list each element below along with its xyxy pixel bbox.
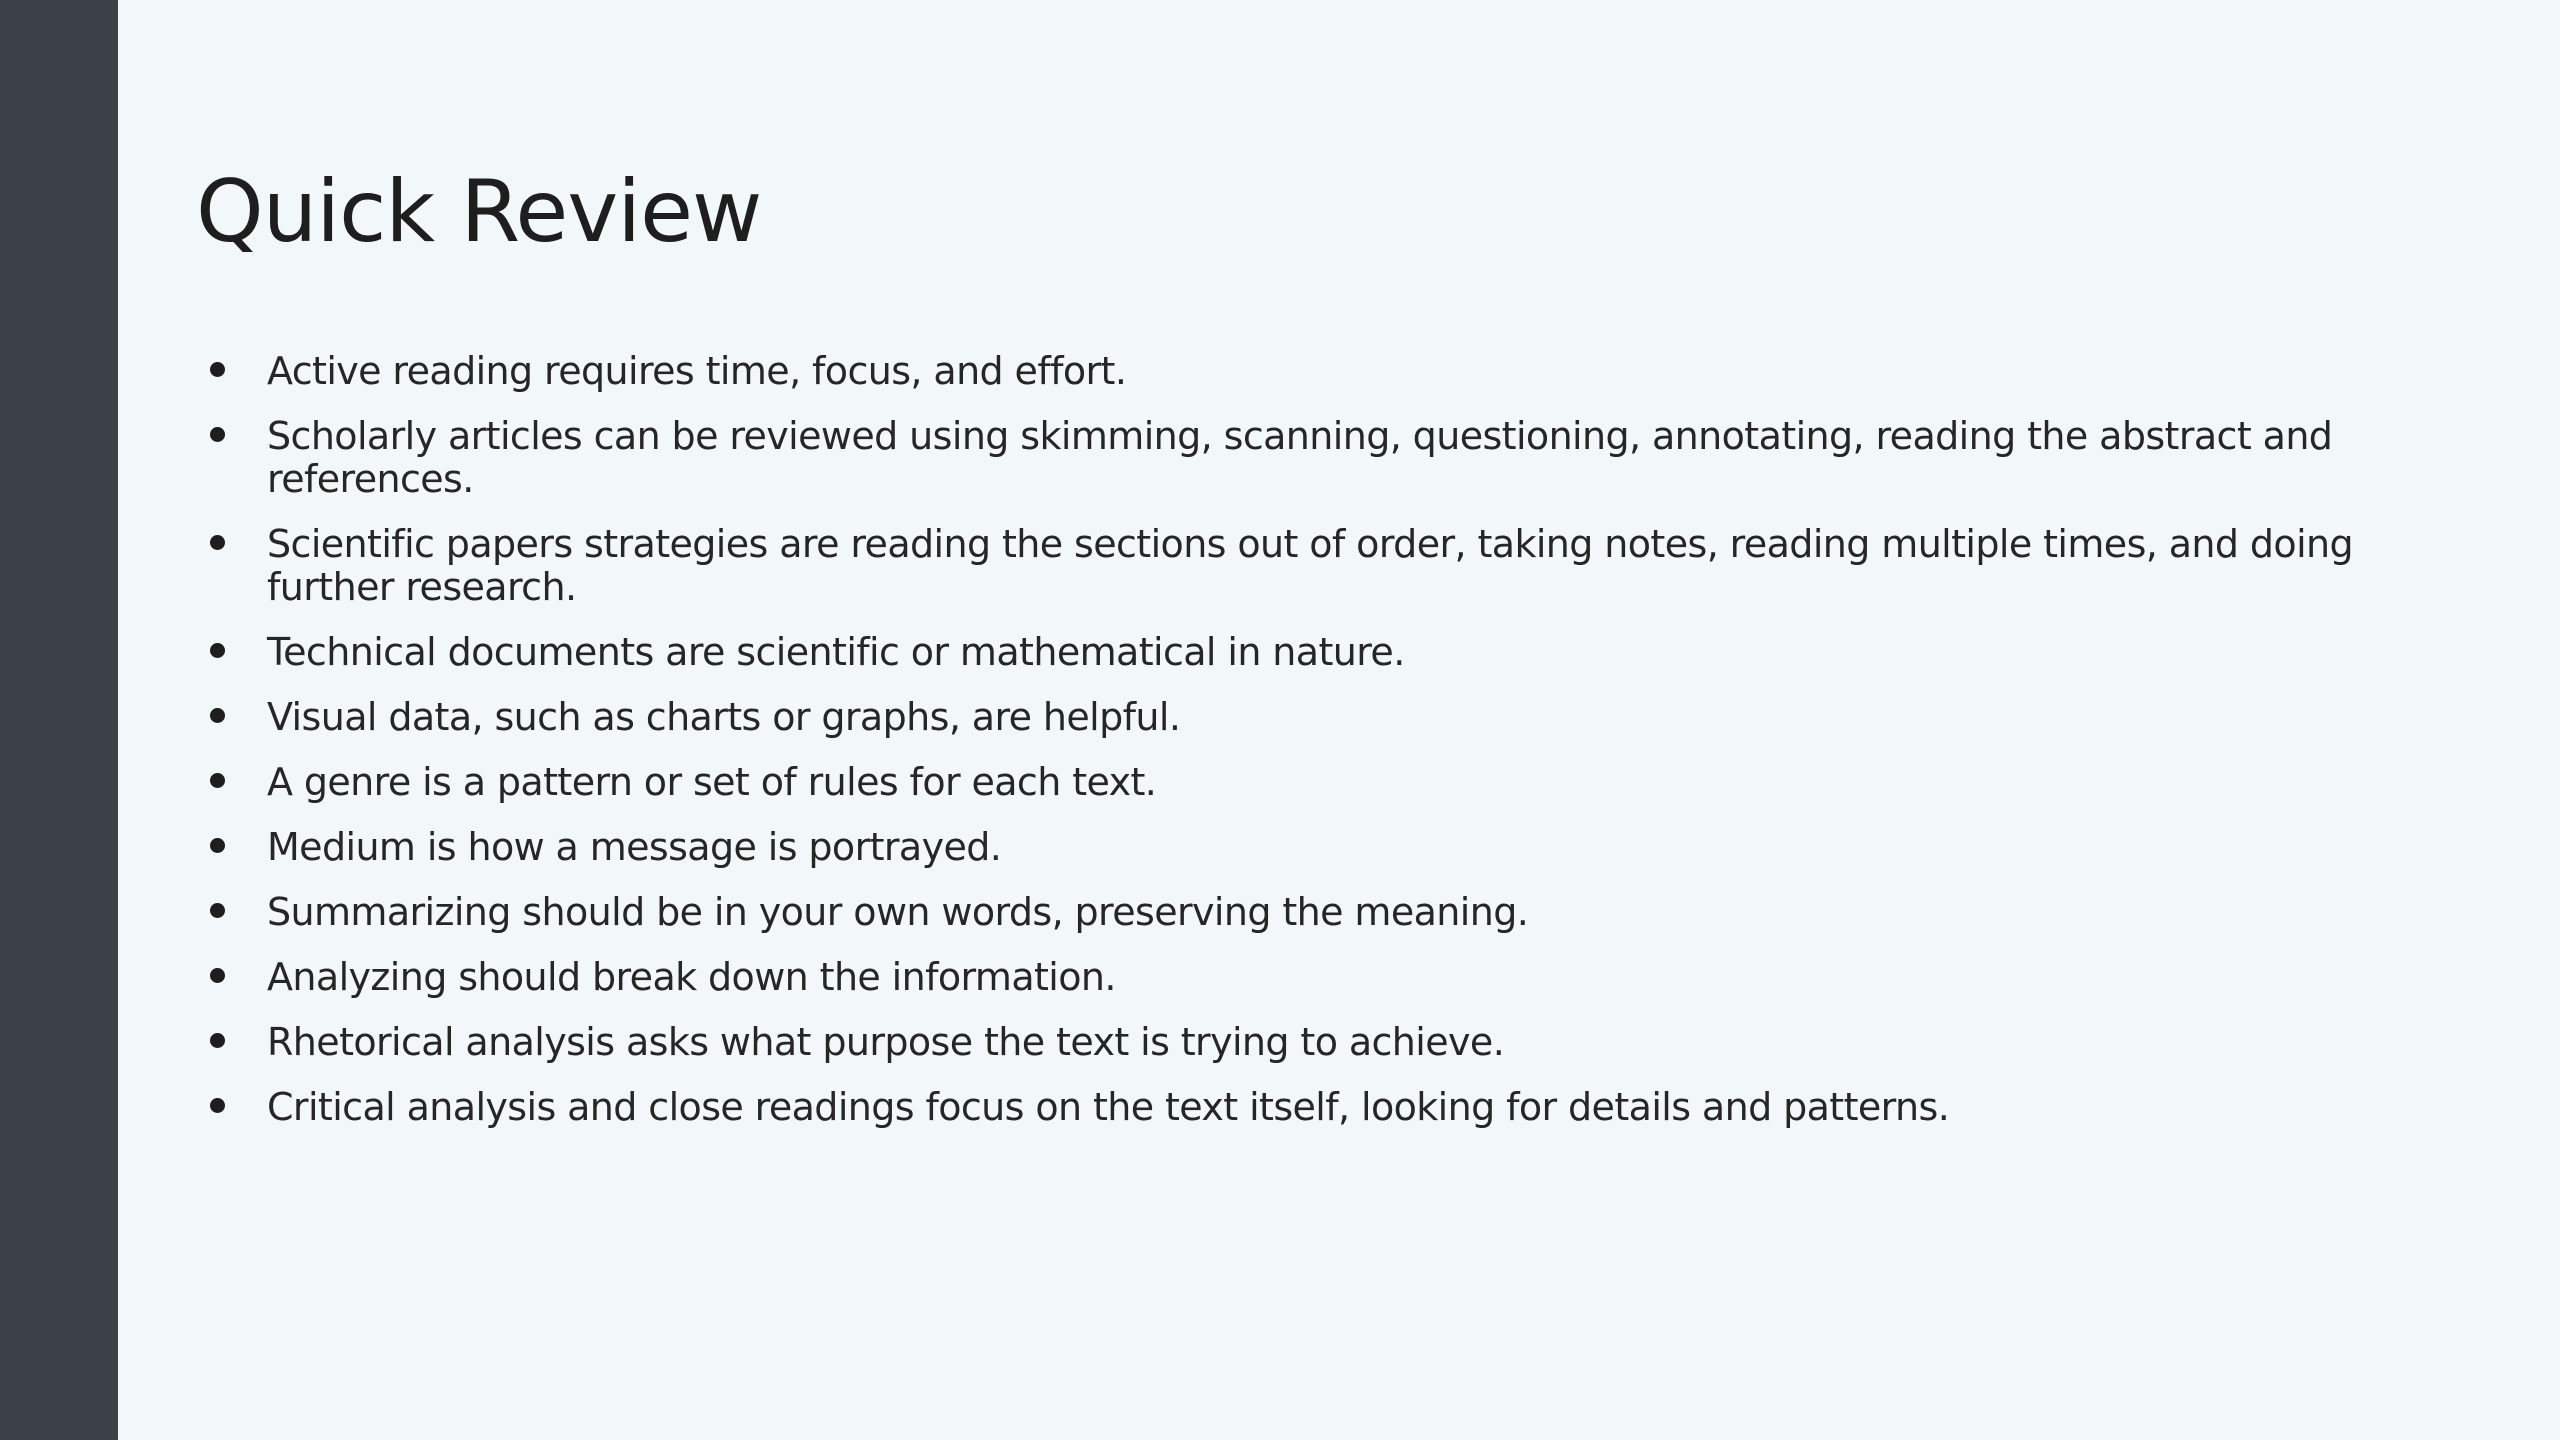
bullet-item <box>196 350 2426 393</box>
bullet-dot-icon <box>210 708 225 723</box>
bullet-item <box>196 631 2426 674</box>
bullet-text: Visual data, such as charts or graphs, are helpful. <box>267 695 1181 739</box>
bullet-dot-icon <box>210 427 225 442</box>
bullet-text: Summarizing should be in your own words, preserving the meaning. <box>267 890 1529 934</box>
bullet-dot-icon <box>210 1098 225 1113</box>
bullet-text: Analyzing should break down the information. <box>267 955 1116 999</box>
bullet-item <box>196 696 2426 739</box>
bullet-text: Scholarly articles can be reviewed using skimming, scanning, questioning, annotating, reading the abstract and references. <box>267 414 2333 501</box>
bullet-dot-icon <box>210 643 225 658</box>
bullet-item <box>196 826 2426 869</box>
side-accent-bar <box>0 0 118 1440</box>
bullet-text: Rhetorical analysis asks what purpose the text is trying to achieve. <box>267 1020 1505 1064</box>
bullet-item <box>196 956 2426 999</box>
bullet-dot-icon <box>210 968 225 983</box>
bullet-dot-icon <box>210 838 225 853</box>
bullet-text: A genre is a pattern or set of rules for each text. <box>267 760 1157 804</box>
bullet-text: Active reading requires time, focus, and effort. <box>267 349 1127 393</box>
bullet-dot-icon <box>210 1033 225 1048</box>
bullet-item <box>196 415 2426 501</box>
bullet-item <box>196 1021 2426 1064</box>
bullet-text: Medium is how a message is portrayed. <box>267 825 1002 869</box>
bullet-dot-icon <box>210 535 225 550</box>
bullet-list <box>196 350 2426 1151</box>
bullet-item <box>196 1086 2426 1129</box>
bullet-text: Critical analysis and close readings focus on the text itself, looking for details and patterns. <box>267 1085 1950 1129</box>
slide-title: Quick Review <box>196 162 762 262</box>
bullet-text: Technical documents are scientific or mathematical in nature. <box>267 630 1405 674</box>
bullet-item <box>196 891 2426 934</box>
bullet-text: Scientific papers strategies are reading the sections out of order, taking notes, reading multiple times, and doing further research. <box>267 522 2354 609</box>
bullet-item <box>196 761 2426 804</box>
bullet-dot-icon <box>210 903 225 918</box>
bullet-dot-icon <box>210 362 225 377</box>
bullet-dot-icon <box>210 773 225 788</box>
bullet-item <box>196 523 2426 609</box>
